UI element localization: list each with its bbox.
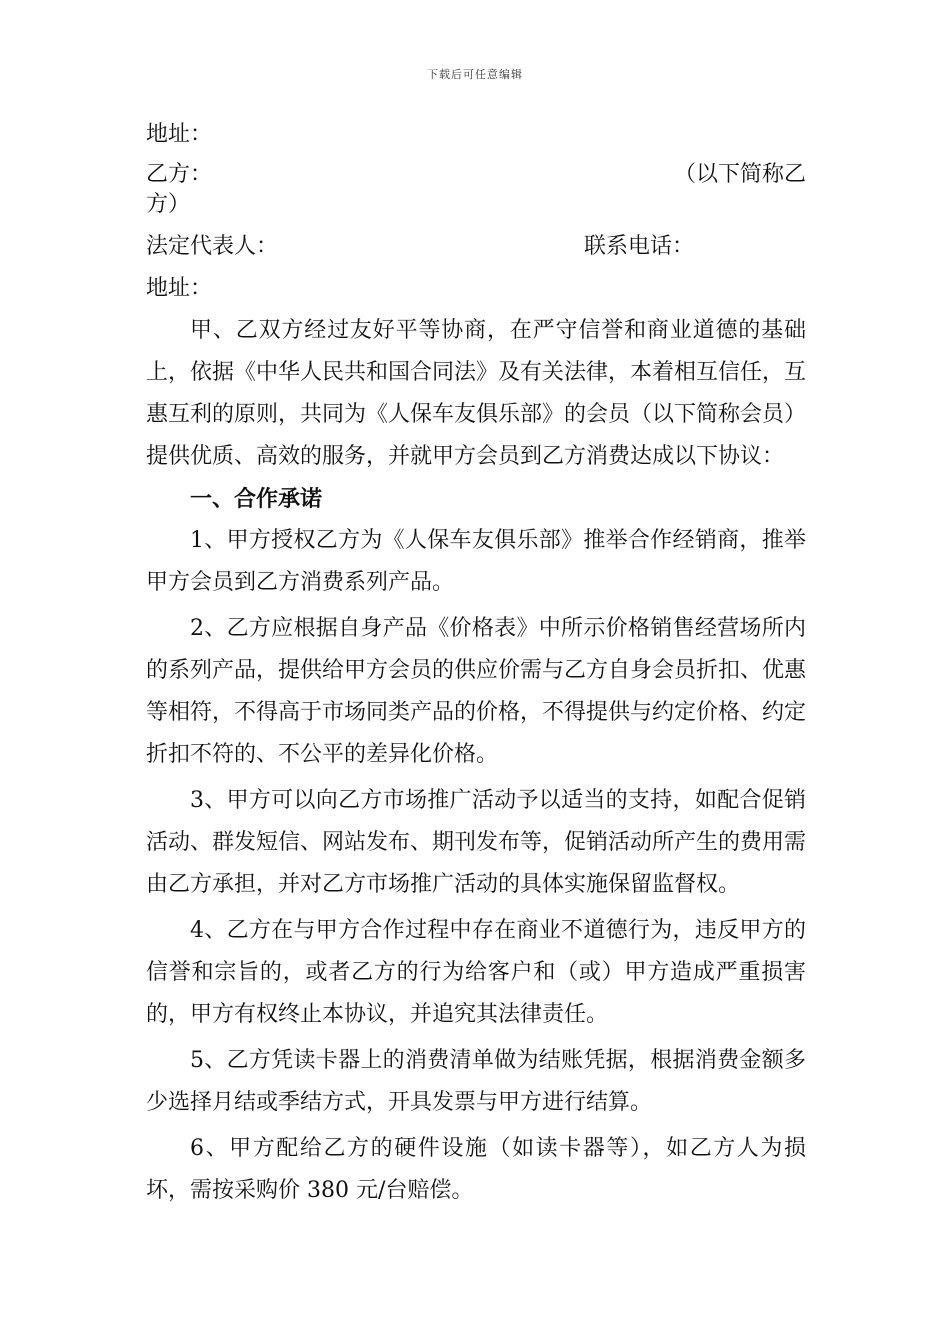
page-header-note: 下载后可任意编辑 bbox=[427, 68, 523, 81]
party-b-row bbox=[146, 160, 806, 190]
intro-paragraph: 甲、乙双方经过友好平等协商，在严守信誉和商业道德的基础上，依据《中华人民共和国合同法》及有关法律，本着相互信任，互惠互利的原则，共同为《人保车友俱乐部》的会员（以下简称会员）提供优质、高效的服务，并就甲方会员到乙方消费达成以下协议： bbox=[146, 318, 807, 469]
legal-representative-label: 法定代表人： bbox=[146, 234, 279, 259]
clause-3: 3、甲方可以向乙方市场推广活动予以适当的支持，如配合促销活动、群发短信、网站发布、期刊发布等，促销活动所产生的费用需由乙方承担，并对乙方市场推广活动的具体实施保留监督权。 bbox=[146, 788, 807, 897]
clause-6: 6、甲方配给乙方的硬件设施（如读卡器等），如乙方人为损坏，需按采购价 380 元/台赔偿。 bbox=[146, 1136, 806, 1203]
party-b-abbreviation: （以下简称乙 bbox=[673, 162, 806, 187]
clause-2: 2、乙方应根据自身产品《价格表》中所示价格销售经营场所内的系列产品，提供给甲方会员的供应价需与乙方自身会员折扣、优惠等相符，不得高于市场同类产品的价格，不得提供与约定价格、约定折扣不符的、不公平的差异化价格。 bbox=[146, 616, 807, 767]
party-b-abbreviation-end: 方） bbox=[146, 192, 191, 217]
party-b-label: 乙方： bbox=[146, 162, 213, 187]
party-b-address-label: 地址： bbox=[146, 276, 213, 301]
section-heading: 一、合作承诺 bbox=[190, 486, 323, 512]
party-a-address-label: 地址： bbox=[146, 122, 213, 147]
clause-4: 4、乙方在与甲方合作过程中存在商业不道德行为，违反甲方的信誉和宗旨的，或者乙方的行为给客户和（或）甲方造成严重损害的，甲方有权终止本协议，并追究其法律责任。 bbox=[146, 918, 806, 1027]
contract-body bbox=[146, 114, 806, 1212]
clause-5: 5、乙方凭读卡器上的消费清单做为结账凭据，根据消费金额多少选择月结或季结方式，开具发票与甲方进行结算。 bbox=[146, 1048, 806, 1115]
clause-1: 1、甲方授权乙方为《人保车友俱乐部》推举合作经销商，推举甲方会员到乙方消费系列产品。 bbox=[146, 528, 806, 595]
legal-rep-row bbox=[146, 226, 806, 268]
contact-phone-label: 联系电话： bbox=[584, 234, 695, 259]
